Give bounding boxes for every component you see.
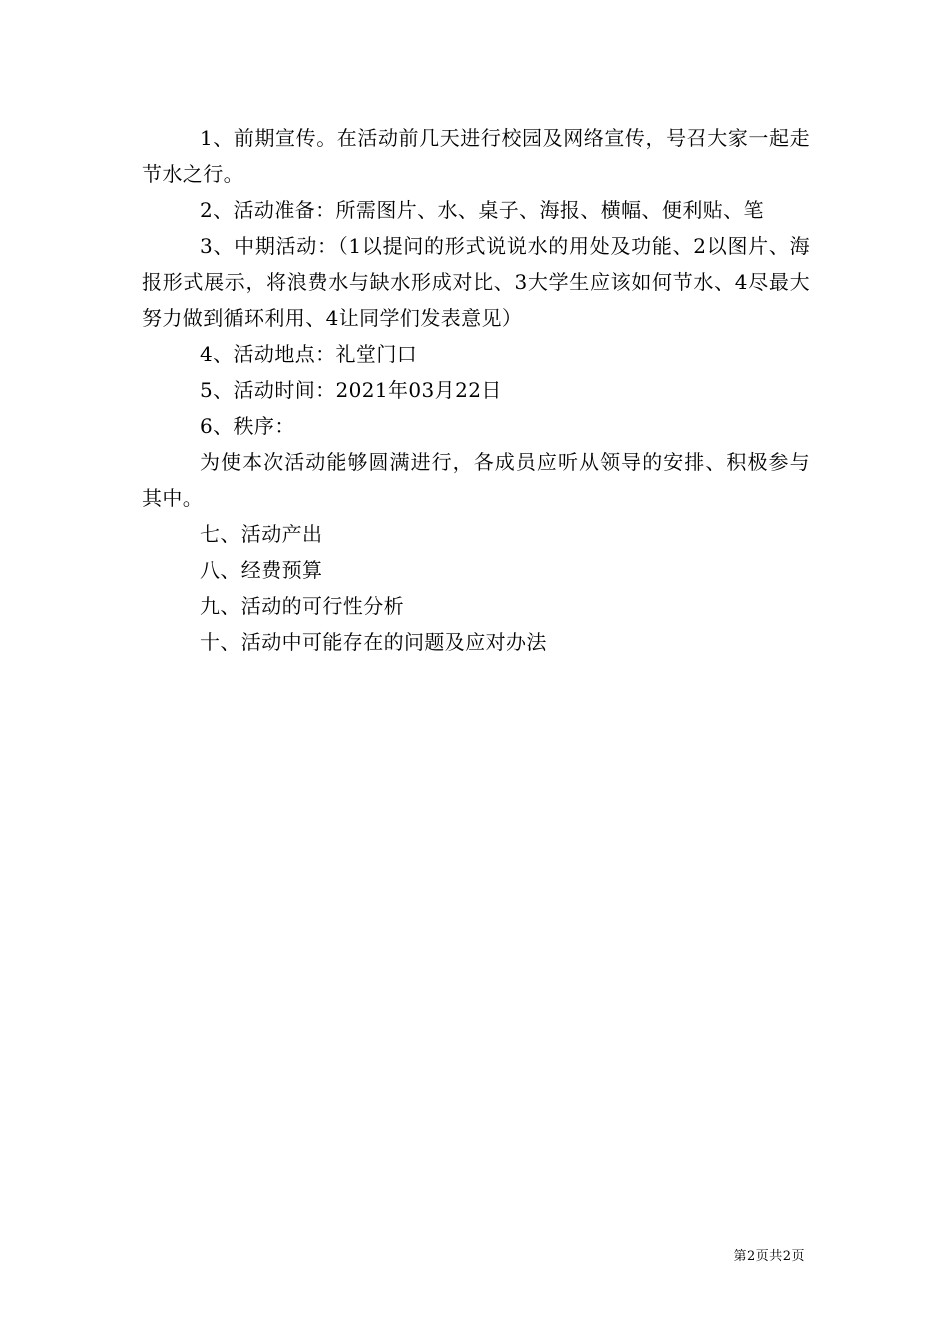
paragraph-mid-activity: 3、中期活动：（1以提问的形式说说水的用处及功能、2以图片、海报形式展示，将浪费水与缺水形成对比、3大学生应该如何节水、4尽最大努力做到循环利用、4让同学们发表意见）	[142, 234, 810, 330]
paragraph-publicity: 1、前期宣传。在活动前几天进行校园及网络宣传，号召大家一起走节水之行。	[142, 126, 810, 186]
page-number: 第2页共2页	[733, 1249, 805, 1264]
paragraph-location: 4、活动地点：礼堂门口	[200, 342, 418, 366]
paragraph-preparation: 2、活动准备：所需图片、水、桌子、海报、横幅、便利贴、笔	[200, 198, 764, 222]
section-heading-output: 七、活动产出	[200, 522, 323, 546]
document-body	[142, 120, 810, 660]
paragraph-order-text: 为使本次活动能够圆满进行，各成员应听从领导的安排、积极参与其中。	[142, 450, 810, 510]
section-heading-budget: 八、经费预算	[200, 558, 323, 582]
paragraph-time: 5、活动时间：2021年03月22日	[200, 378, 502, 402]
section-heading-risks: 十、活动中可能存在的问题及应对办法	[200, 630, 547, 654]
section-heading-feasibility: 九、活动的可行性分析	[200, 594, 404, 618]
paragraph-order-heading: 6、秩序：	[200, 414, 295, 438]
